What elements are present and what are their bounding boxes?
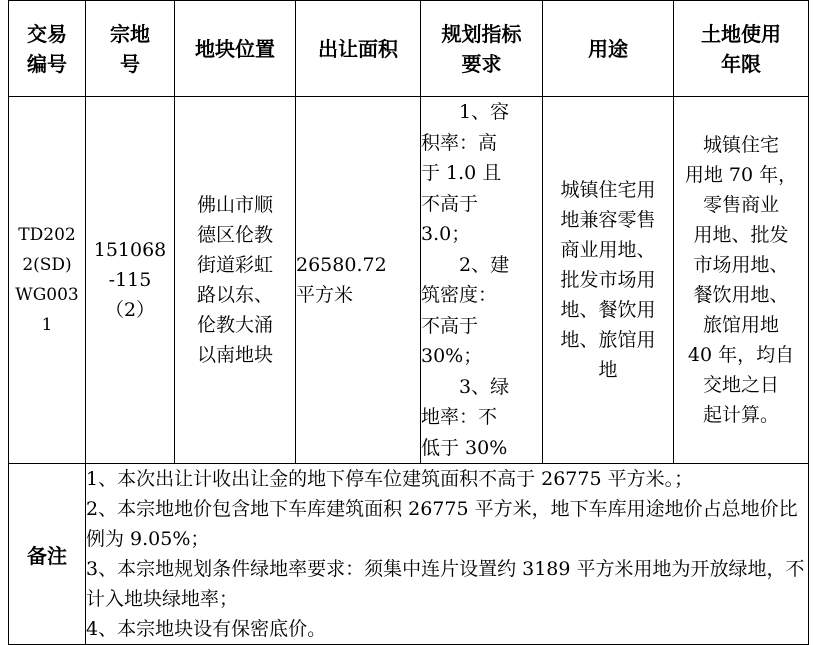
remarks-row xyxy=(9,464,809,645)
remarks-label: 备注 xyxy=(9,464,86,645)
header-use: 用途 xyxy=(543,1,674,97)
planning-line: 积率：高 xyxy=(421,131,498,154)
remark-line: 1、本次出让计收出让金的地下停车位建筑面积不高于 26775 平方米。； xyxy=(86,468,694,490)
planning-line: 低于 30% xyxy=(421,436,508,459)
planning-line: 30%； xyxy=(421,345,483,367)
remark-line: 2、本宗地地价包含地下车库建筑面积 26775 平方米，地下车库用途地价占总地价比例为 9.05%； xyxy=(86,498,798,550)
header-planning: 规划指标 要求 xyxy=(421,1,543,97)
term-cell: 城镇住宅 用地 70 年， 零售商业 用地、批发 市场用地、 餐饮用地、 旅馆用地 40 年，均自 交地之日 起计算。 xyxy=(674,97,809,464)
use-cell: 城镇住宅用 地兼容零售 商业用地、 批发市场用 地、餐饮用 地、旅馆用 地 xyxy=(543,97,674,464)
planning-line: 1、容 xyxy=(459,101,510,123)
planning-line: 于 1.0 且 xyxy=(421,162,502,184)
header-term: 土地使用 年限 xyxy=(674,1,809,97)
area-cell: 26580.72 平方米 xyxy=(296,97,421,464)
parcel-row xyxy=(9,97,809,464)
land-transfer-table xyxy=(8,0,809,645)
trade-no-cell: TD202 2(SD) WG003 1 xyxy=(9,97,86,464)
remark-line: 3、本宗地规划条件绿地率要求：须集中连片设置约 3189 平方米用地为开放绿地，不计入地块绿地率； xyxy=(86,558,805,610)
header-row xyxy=(9,1,809,97)
planning-line: 3.0； xyxy=(421,223,471,245)
planning-line: 筑密度： xyxy=(421,284,498,306)
header-area: 出让面积 xyxy=(296,1,421,97)
header-location: 地块位置 xyxy=(175,1,296,97)
header-parcel-no: 宗地 号 xyxy=(86,1,175,97)
planning-line: 3、绿 xyxy=(459,375,510,398)
planning-line: 2、建 xyxy=(459,253,510,276)
header-trade-no: 交易 编号 xyxy=(9,1,86,97)
remark-line: 4、本宗地块设有保密底价。 xyxy=(86,618,327,640)
remarks-content xyxy=(86,464,809,645)
planning-line: 不高于 xyxy=(421,314,479,337)
parcel-no-cell: 151068 -115 （2） xyxy=(86,97,175,464)
planning-line: 不高于 xyxy=(421,192,479,215)
location-cell: 佛山市顺 德区伦教 街道彩虹 路以东、 伦教大涌 以南地块 xyxy=(175,97,296,464)
planning-line: 地率：不 xyxy=(421,406,498,428)
planning-cell xyxy=(421,97,543,464)
